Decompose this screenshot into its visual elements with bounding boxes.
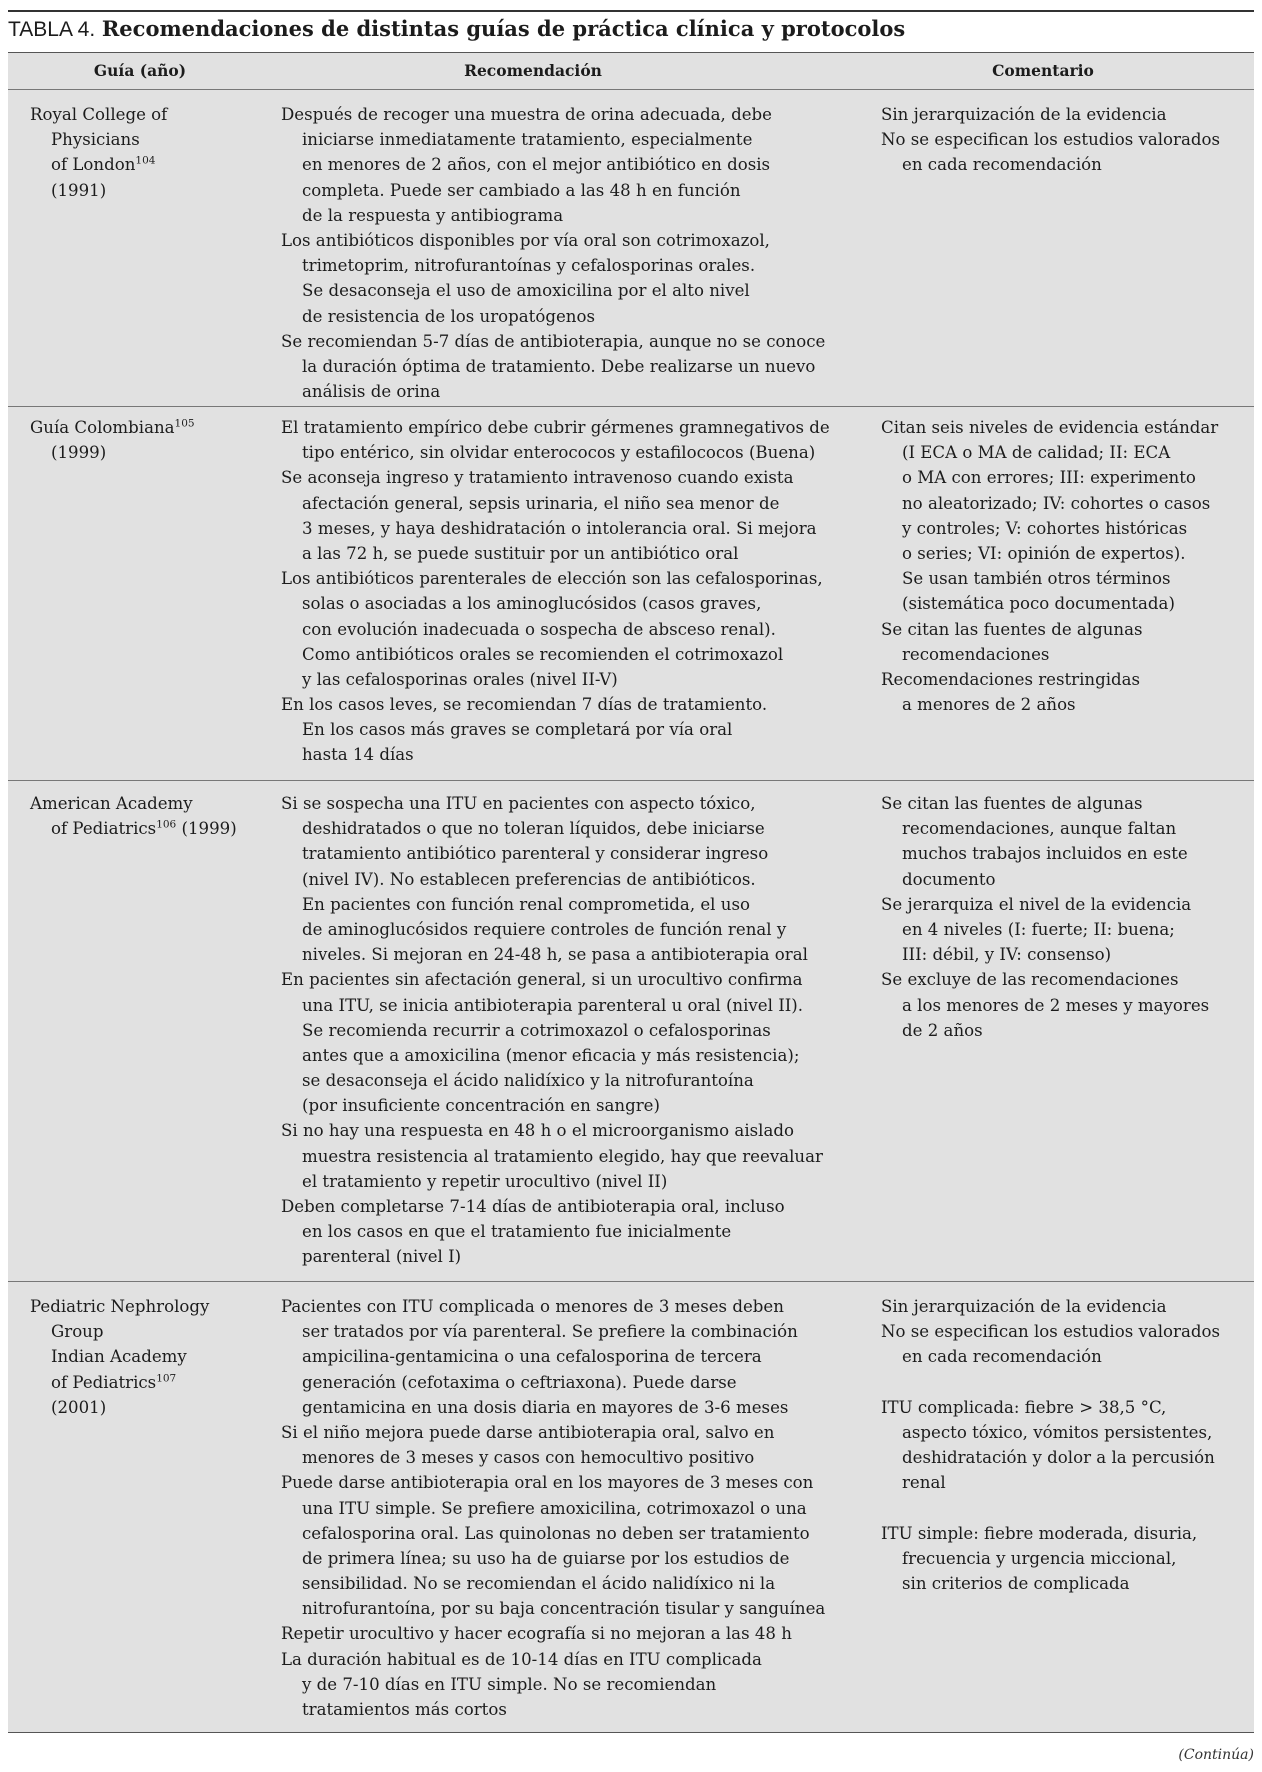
com-line: a menores de 2 años [902,695,1076,715]
com-line: deshidratación y dolor a la percusión [902,1448,1215,1468]
rec-line: completa. Puede ser cambiado a las 48 h en función [302,180,741,200]
com-line: recomendaciones [902,644,1050,664]
guia-line: Royal College of [30,105,168,124]
guia-line: (2001) [51,1397,107,1417]
rec-line: gentamicina en una dosis diaria en mayores de 3-6 meses [302,1397,789,1417]
com-line: Se citan las fuentes de algunas [881,794,1143,813]
continua-note: (Continúa) [1178,1747,1254,1763]
table-row [8,781,1254,1282]
header-recomendacion: Recomendación [464,61,602,80]
com-line: III: débil, y IV: consenso) [902,945,1112,965]
rec-line: y de 7-10 días en ITU simple. No se recomiendan [302,1674,717,1694]
guia-line: (1999) [51,443,107,463]
com-line: Recomendaciones restringidas [881,669,1141,689]
rec-line: niveles. Si mejoran en 24-48 h, se pasa a antibioterapia oral [302,945,808,965]
rec-line: Si no hay una respuesta en 48 h o el microorganismo aislado [281,1121,794,1141]
table-title: Recomendaciones de distintas guías de práctica clínica y protocolos [101,16,906,41]
rec-line: hasta 14 días [302,745,414,765]
rec-line: sensibilidad. No se recomiendan el ácido nalidíxico ni la [302,1574,776,1594]
com-line: y controles; V: cohortes históricas [902,518,1188,538]
comentario-cell [881,791,1241,1043]
table-label: TABLA 4. [8,18,96,41]
com-line: en cada recomendación [902,155,1102,175]
guidelines-table [8,52,1254,1733]
rec-line: Si se sospecha una ITU en pacientes con aspecto tóxico, [281,794,756,813]
rec-line: una ITU, se inicia antibioterapia parenteral u oral (nivel II). [302,995,804,1015]
com-line: (I ECA o MA de calidad; II: ECA [902,443,1171,463]
com-line: documento [902,869,996,889]
rec-line: y las cefalosporinas orales (nivel II-V) [302,669,618,689]
rec-line: tipo entérico, sin olvidar enterococos y estafilococos (Buena) [302,443,816,463]
rec-line: de aminoglucósidos requiere controles de función renal y [302,919,787,939]
rec-line: Deben completarse 7-14 días de antibioterapia oral, incluso [281,1197,785,1216]
table-header [8,53,1254,90]
guia-line: of Pediatrics [51,1372,157,1392]
rec-line: Después de recoger una muestra de orina adecuada, debe [281,105,772,124]
spacer [881,1496,1241,1521]
reference-number: 105 [174,417,195,430]
guia-line: (1999) [176,819,237,839]
guia-line: Indian Academy [51,1347,187,1367]
rec-line: en menores de 2 años, con el mejor antibiótico en dosis [302,155,771,175]
table-caption [8,14,1254,45]
rec-line: En los casos más graves se completará por vía oral [302,720,733,740]
rec-line: antes que a amoxicilina (menor eficacia y más resistencia); [302,1045,800,1065]
com-line: Sin jerarquización de la evidencia [881,105,1167,124]
rec-line: de la respuesta y antibiograma [302,205,564,225]
rec-line: de resistencia de los uropatógenos [302,306,595,326]
rec-line: la duración óptima de tratamiento. Debe realizarse un nuevo [302,356,816,376]
rec-line: El tratamiento empírico debe cubrir gérmenes gramnegativos de [281,418,830,437]
reference-number: 104 [135,154,156,167]
com-line: sin criterios de complicada [902,1574,1130,1594]
reference-number: 106 [156,818,177,831]
rec-line: Repetir urocultivo y hacer ecografía si no mejoran a las 48 h [281,1624,792,1644]
rec-line: En pacientes sin afectación general, si un urocultivo confirma [281,970,803,990]
guia-cell [30,1294,260,1420]
com-line: o MA con errores; III: experimento [902,468,1196,488]
com-line: No se especifican los estudios valorados [881,130,1220,150]
recomendacion-cell [281,791,871,1270]
rec-line: Se aconseja ingreso y tratamiento intravenoso cuando exista [281,468,794,488]
rec-line: deshidratados o que no toleran líquidos, debe iniciarse [302,819,765,839]
rec-line: muestra resistencia al tratamiento elegido, hay que reevaluar [302,1146,823,1166]
rec-line: 3 meses, y haya deshidratación o intolerancia oral. Si mejora [302,518,817,538]
guia-line: Guía Colombiana [30,418,175,437]
top-rule [8,10,1254,12]
reference-number: 107 [156,1372,177,1385]
guia-line: Physicians [51,130,140,150]
rec-line: Se desaconseja el uso de amoxicilina por el alto nivel [302,281,750,301]
spacer [881,1370,1241,1395]
rec-line: La duración habitual es de 10-14 días en ITU complicada [281,1649,762,1669]
table-row [8,1282,1254,1732]
rec-line: menores de 3 meses y casos con hemocultivo positivo [302,1448,755,1468]
rec-line: tratamiento antibiótico parenteral y considerar ingreso [302,844,769,864]
rec-line: solas o asociadas a los aminoglucósidos (casos graves, [302,594,762,614]
rec-line: una ITU simple. Se prefiere amoxicilina, cotrimoxazol o una [302,1498,807,1518]
rec-line: (por insuficiente concentración en sangre) [302,1096,660,1116]
com-line: Se excluye de las recomendaciones [881,970,1179,990]
rec-line: (nivel IV). No establecen preferencias de antibióticos. [302,869,756,889]
rec-line: ser tratados por vía parenteral. Se prefiere la combinación [302,1322,798,1342]
rec-line: nitrofurantoína, por su baja concentración tisular y sanguínea [302,1599,826,1619]
comentario-cell [881,102,1241,178]
rec-line: generación (cefotaxima o ceftriaxona). Puede darse [302,1372,737,1392]
com-line: Se citan las fuentes de algunas [881,619,1143,639]
rec-line: Si el niño mejora puede darse antibioterapia oral, salvo en [281,1422,775,1442]
com-line: aspecto tóxico, vómitos persistentes, [902,1422,1213,1442]
com-line: (sistemática poco documentada) [902,594,1175,614]
com-line: a los menores de 2 meses y mayores [902,995,1210,1015]
rec-line: Como antibióticos orales se recomienden el cotrimoxazol [302,644,784,664]
rec-line: afectación general, sepsis urinaria, el niño sea menor de [302,493,780,513]
rec-line: se desaconseja el ácido nalidíxico y la nitrofurantoína [302,1071,754,1091]
rec-line: Los antibióticos parenterales de elección son las cefalosporinas, [281,569,823,589]
com-line: No se especifican los estudios valorados [881,1322,1220,1342]
header-guia: Guía (año) [93,61,187,80]
rec-line: el tratamiento y repetir urocultivo (nivel II) [302,1171,668,1191]
rec-line: En pacientes con función renal comprometida, el uso [302,894,750,914]
comentario-cell [881,415,1241,717]
rec-line: con evolución inadecuada o sospecha de absceso renal). [302,619,776,639]
guia-cell [30,415,260,465]
com-line: frecuencia y urgencia miccional, [902,1548,1177,1568]
com-line: de 2 años [902,1020,983,1040]
guia-cell [30,791,260,841]
recomendacion-cell [281,102,871,404]
com-line: renal [902,1473,946,1493]
comentario-cell [881,1294,1241,1596]
table-row [8,90,1254,407]
rec-line: parenteral (nivel I) [302,1247,462,1267]
com-line: Se jerarquiza el nivel de la evidencia [881,894,1192,914]
guia-line: of London [51,155,136,175]
guia-line: Pediatric Nephrology [30,1297,210,1316]
guia-line: American Academy [30,794,193,813]
guia-line: of Pediatrics [51,819,157,839]
rec-line: En los casos leves, se recomiendan 7 días de tratamiento. [281,695,768,715]
rec-line: a las 72 h, se puede sustituir por un antibiótico oral [302,543,739,563]
com-line: Sin jerarquización de la evidencia [881,1297,1167,1316]
com-line: no aleatorizado; IV: cohortes o casos [902,493,1211,513]
com-line: Citan seis niveles de evidencia estándar [881,418,1219,437]
rec-line: Los antibióticos disponibles por vía oral son cotrimoxazol, [281,230,770,250]
com-line: muchos trabajos incluidos en este [902,844,1188,864]
recomendacion-cell [281,415,871,768]
guia-cell [30,102,260,203]
com-line: ITU simple: fiebre moderada, disuria, [881,1523,1198,1543]
com-line: recomendaciones, aunque faltan [902,819,1177,839]
com-line: Se usan también otros términos [902,569,1171,589]
rec-line: de primera línea; su uso ha de guiarse por los estudios de [302,1548,790,1568]
rec-line: en los casos en que el tratamiento fue inicialmente [302,1222,732,1242]
rec-line: Puede darse antibioterapia oral en los mayores de 3 meses con [281,1473,814,1493]
com-line: en cada recomendación [902,1347,1102,1367]
guia-line: (1991) [51,180,107,200]
rec-line: iniciarse inmediatamente tratamiento, especialmente [302,130,753,150]
header-comentario: Comentario [992,61,1094,80]
rec-line: trimetoprim, nitrofurantoínas y cefalosporinas orales. [302,256,756,276]
com-line: ITU complicada: fiebre > 38,5 °C, [881,1397,1167,1417]
recomendacion-cell [281,1294,871,1722]
rec-line: cefalosporina oral. Las quinolonas no deben ser tratamiento [302,1523,810,1543]
rec-line: ampicilina-gentamicina o una cefalosporina de tercera [302,1347,762,1367]
rec-line: análisis de orina [302,382,441,402]
rec-line: tratamientos más cortos [302,1700,507,1719]
rec-line: Se recomiendan 5-7 días de antibioterapia, aunque no se conoce [281,331,826,351]
rec-line: Pacientes con ITU complicada o menores de 3 meses deben [281,1297,784,1316]
guia-line: Group [51,1322,104,1342]
table-row [8,407,1254,781]
com-line: en 4 niveles (I: fuerte; II: buena; [902,919,1175,939]
com-line: o series; VI: opinión de expertos). [902,543,1186,563]
rec-line: Se recomienda recurrir a cotrimoxazol o cefalosporinas [302,1020,771,1040]
